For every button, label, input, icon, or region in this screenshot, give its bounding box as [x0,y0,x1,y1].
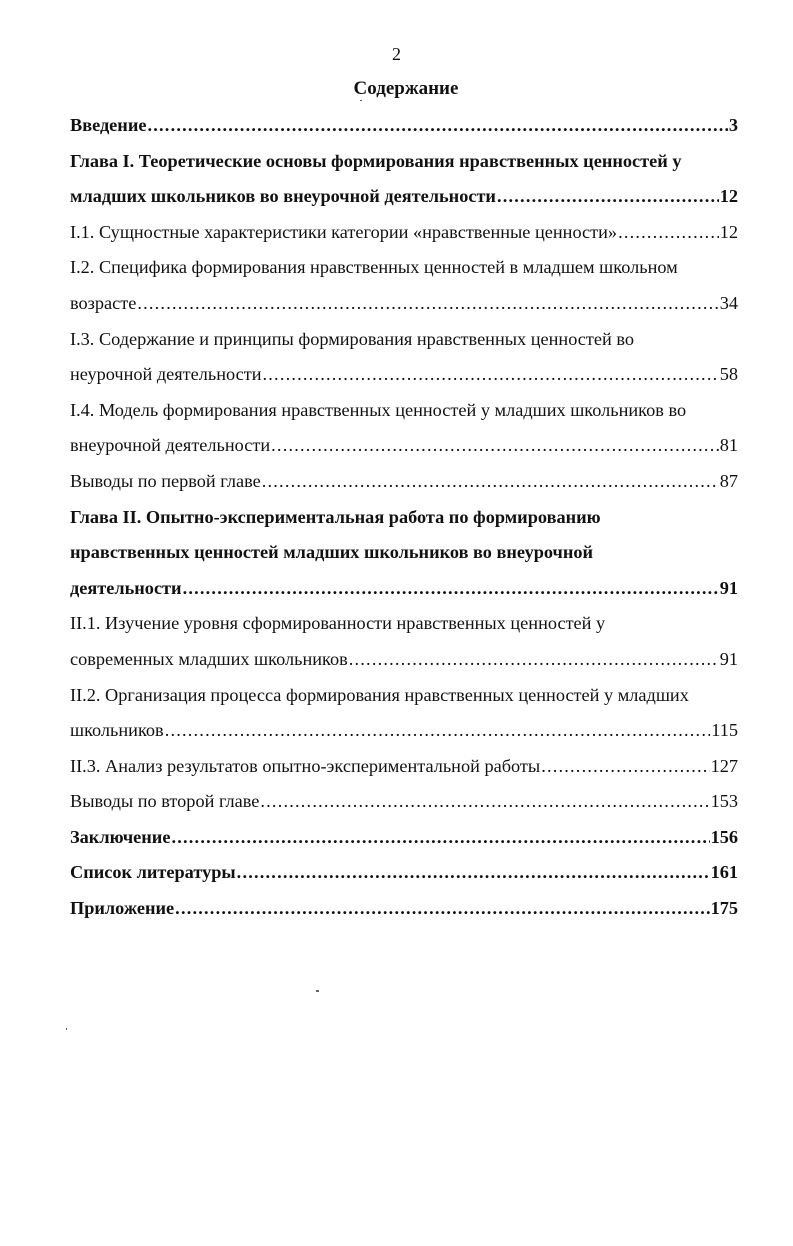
toc-entry-last-line [70,179,738,215]
dot-leader [497,179,719,215]
toc-entry-text: возрасте [70,292,137,313]
dot-leader [165,713,711,749]
toc-entry-text: Введение [70,115,147,135]
toc-entry-text: II.3. Анализ результатов опытно-экспериментальной работы [70,755,541,776]
toc-entry-text: деятельности [70,577,182,598]
toc-entry-last-line [70,428,738,464]
toc-entry [70,215,738,251]
toc-entry-last-line [70,642,738,678]
toc-entry-last-line [70,891,738,927]
toc-entry [70,144,738,215]
toc-entry-last-line [70,108,738,144]
toc-page-number: 175 [710,898,738,919]
toc-page-number: 91 [719,648,738,669]
toc-entry-text: внеурочной деятельности [70,435,271,456]
table-of-contents [70,108,738,927]
toc-entry [70,855,738,891]
scan-speck [316,990,319,992]
toc-entry-text: II.1. Изучение уровня сформированности нравственных ценностей у [70,613,606,634]
toc-entry [70,749,738,785]
toc-entry-text: Список литературы [70,862,236,883]
toc-entry-text: Выводы по второй главе [70,791,260,812]
toc-page-number: 58 [719,364,738,385]
toc-entry-last-line [70,286,738,322]
dot-leader [349,642,719,678]
toc-title: Содержание [353,78,459,99]
toc-entry [70,606,738,677]
toc-entry-text: Выводы по первой главе [70,470,261,491]
toc-entry-last-line [70,571,738,607]
toc-page-number: 3 [728,115,738,135]
dot-leader [171,820,709,856]
toc-page-number: 153 [710,791,738,812]
dot-leader [260,784,709,820]
toc-entry-text: I.1. Сущностные характеристики категории «нравственные ценности» [70,221,618,242]
toc-entry [70,108,738,144]
toc-entry [70,250,738,321]
toc-entry-last-line [70,749,738,785]
dot-leader [147,108,727,144]
toc-page-number: 12 [719,221,738,242]
toc-entry-last-line [70,820,738,856]
toc-page-number: 156 [710,826,738,847]
toc-entry-text: Глава I. Теоретические основы формирования нравственных ценностей у [70,150,682,171]
toc-entry-text: нравственных ценностей младших школьников во внеурочной [70,542,594,563]
dot-leader [263,357,719,393]
scan-speck [360,100,362,101]
toc-entry-last-line [70,713,738,749]
toc-entry-last-line [70,784,738,820]
dot-leader [137,286,718,322]
toc-entry-text: неурочной деятельности [70,364,262,385]
dot-leader [618,215,719,251]
toc-entry-last-line [70,855,738,891]
toc-entry-text: Приложение [70,898,175,919]
toc-entry-text: II.2. Организация процесса формирования нравственных ценностей у младших [70,684,689,705]
dot-leader [262,464,719,500]
page-number: 2 [392,44,401,64]
toc-page-number: 91 [719,577,738,598]
dot-leader [175,891,709,927]
dot-leader [271,428,719,464]
dot-leader [183,571,719,607]
toc-page-number: 127 [710,755,738,776]
toc-entry [70,820,738,856]
toc-entry [70,322,738,393]
toc-entry-last-line [70,215,738,251]
toc-entry [70,393,738,464]
toc-entry-text: Глава II. Опытно-экспериментальная работа по формированию [70,506,601,527]
toc-entry-last-line [70,357,738,393]
dot-leader [237,855,710,891]
toc-entry-text: младших школьников во внеурочной деятельности [70,186,496,207]
dot-leader [541,749,709,785]
toc-entry [70,784,738,820]
toc-page-number: 81 [719,435,738,456]
toc-page-number: 115 [711,720,738,741]
toc-page-number: 87 [719,470,738,491]
toc-entry-last-line [70,464,738,500]
toc-entry-text: I.3. Содержание и принципы формирования нравственных ценностей во [70,328,635,349]
toc-entry-text: школьников [70,720,164,741]
toc-entry-text: Заключение [70,826,171,847]
toc-entry-text: I.4. Модель формирования нравственных ценностей у младших школьников во [70,399,687,420]
toc-entry [70,500,738,607]
scan-speck [66,1028,67,1030]
toc-page-number: 161 [710,862,738,883]
toc-entry [70,464,738,500]
toc-entry [70,891,738,927]
toc-page-number: 34 [719,292,738,313]
toc-page-number: 12 [719,186,738,207]
toc-entry-text: современных младших школьников [70,648,348,669]
toc-entry-text: I.2. Специфика формирования нравственных ценностей в младшем школьном [70,257,678,278]
toc-entry [70,678,738,749]
